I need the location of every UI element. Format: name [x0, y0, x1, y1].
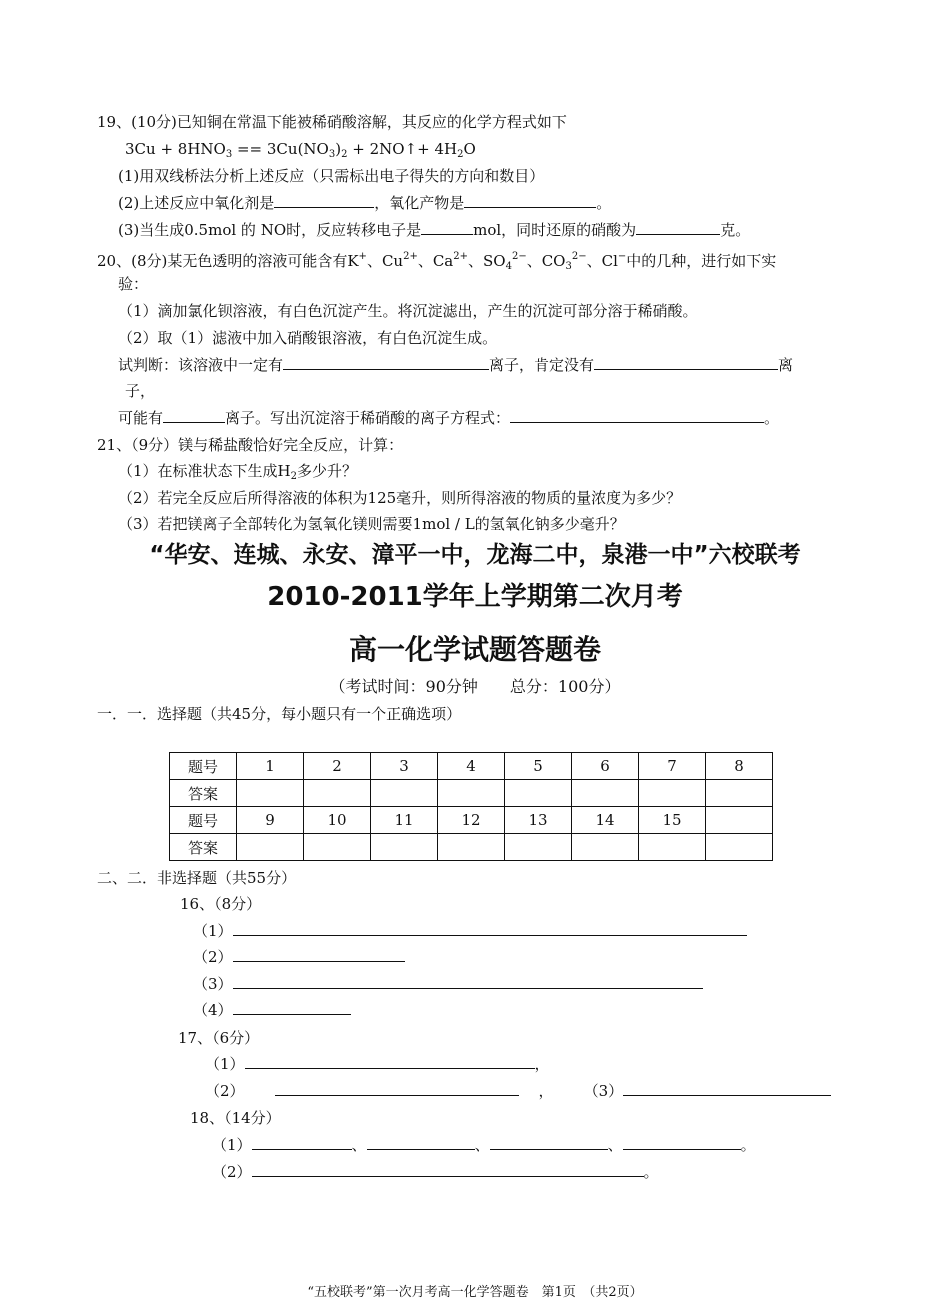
answer-blank[interactable]	[510, 408, 764, 423]
answer-blank[interactable]	[594, 355, 778, 370]
answer-cell[interactable]	[706, 780, 773, 807]
q20-header-cont: 验：	[118, 275, 149, 293]
q18-line1: （1） 、 、 、 。	[212, 1136, 756, 1154]
answer-cell[interactable]	[505, 834, 572, 861]
title-schools: “华安、连城、永安、漳平一中，龙海二中，泉港一中”六校联考	[149, 542, 801, 568]
table-cell: 3	[371, 753, 438, 780]
q17-header: 17、（6分）	[178, 1029, 260, 1047]
answer-blank[interactable]	[367, 1135, 475, 1150]
table-cell: 11	[371, 807, 438, 834]
q19-header: 19、(10分)已知铜在常温下能被稀硝酸溶解，其反应的化学方程式如下	[97, 113, 567, 131]
answer-cell[interactable]	[371, 780, 438, 807]
q20-part2: （2）取（1）滤液中加入硝酸银溶液，有白色沉淀生成。	[118, 329, 498, 347]
q18-line2: （2） 。	[212, 1163, 659, 1181]
q21-header: 21、（9分）镁与稀盐酸恰好完全反应，计算：	[97, 436, 404, 454]
answer-blank[interactable]	[275, 1081, 519, 1096]
q18-header: 18、（14分）	[190, 1109, 281, 1127]
q21-part2: （2）若完全反应后所得溶液的体积为125毫升，则所得溶液的物质的量浓度为多少？	[118, 489, 682, 507]
answer-blank[interactable]	[490, 1135, 608, 1150]
q19-part3: (3)当生成0.5mol 的 NO时，反应转移电子是 mol，同时还原的硝酸为 克。	[118, 221, 751, 239]
table-cell: 8	[706, 753, 773, 780]
exam-info: （考试时间：90分钟 总分：100分）	[329, 677, 621, 696]
answer-blank[interactable]	[233, 974, 703, 989]
q21-part3: （3）若把镁离子全部转化为氢氧化镁则需要1mol / L的氢氧化钠多少毫升？	[118, 515, 625, 533]
q17-line1: （1） ，	[205, 1055, 550, 1073]
answer-cell[interactable]	[438, 834, 505, 861]
answer-cell[interactable]	[237, 780, 304, 807]
answer-blank[interactable]	[623, 1081, 831, 1096]
table-cell: 5	[505, 753, 572, 780]
table-cell: 6	[572, 753, 639, 780]
q20-judge-cont: 子，	[125, 382, 156, 400]
answer-cell[interactable]	[237, 834, 304, 861]
q20-judge: 试判断：该溶液中一定有 离子，肯定没有 离	[118, 356, 794, 374]
table-cell: 10	[304, 807, 371, 834]
answer-table	[169, 752, 773, 861]
table-cell: 1	[237, 753, 304, 780]
answer-blank[interactable]	[252, 1135, 352, 1150]
q19-equation: $3Cu + 8HNO_3 == 3Cu(NO_3)_2$ + 2NO↑+ $4H_2O$	[125, 140, 476, 160]
answer-cell[interactable]	[304, 780, 371, 807]
table-cell: 14	[572, 807, 639, 834]
table-cell: 2	[304, 753, 371, 780]
table-cell: 12	[438, 807, 505, 834]
section1-heading: 一．一．选择题（共45分，每小题只有一个正确选项）	[97, 705, 462, 723]
answer-blank[interactable]	[421, 220, 473, 235]
q16-header: 16、（8分）	[180, 895, 262, 913]
answer-cell[interactable]	[572, 780, 639, 807]
answer-blank[interactable]	[163, 408, 225, 423]
answer-blank[interactable]	[636, 220, 720, 235]
answer-cell[interactable]	[572, 834, 639, 861]
table-cell: 4	[438, 753, 505, 780]
answer-blank[interactable]	[245, 1054, 535, 1069]
answer-blank[interactable]	[464, 193, 596, 208]
q16-line1: （1）	[193, 921, 747, 941]
answer-blank[interactable]	[274, 193, 374, 208]
table-cell: 13	[505, 807, 572, 834]
answer-cell[interactable]	[438, 780, 505, 807]
answer-cell[interactable]	[639, 834, 706, 861]
answer-cell[interactable]	[706, 834, 773, 861]
answer-cell[interactable]	[639, 780, 706, 807]
answer-cell[interactable]	[505, 780, 572, 807]
table-row	[170, 753, 773, 780]
table-cell: 答案	[170, 834, 237, 861]
title-term: 2010-2011学年上学期第二次月考	[267, 582, 683, 612]
answer-blank[interactable]	[233, 1000, 351, 1015]
q16-line3: （3）	[193, 974, 703, 994]
table-cell: 答案	[170, 780, 237, 807]
answer-blank[interactable]	[283, 355, 489, 370]
answer-cell[interactable]	[304, 834, 371, 861]
table-row	[170, 807, 773, 834]
q19-part1: (1)用双线桥法分析上述反应（只需标出电子得失的方向和数目）	[118, 167, 545, 185]
table-row	[170, 834, 773, 861]
q20-possible: 可能有 离子。写出沉淀溶于稀硝酸的离子方程式： 。	[118, 409, 780, 427]
q21-part1: （1）在标准状态下生成$H_2$多少升？	[118, 462, 358, 482]
table-cell	[706, 807, 773, 834]
q19-part2: (2)上述反应中氧化剂是 ，氧化产物是 。	[118, 194, 612, 212]
answer-blank[interactable]	[233, 947, 405, 962]
section2-heading: 二、二．非选择题（共55分）	[97, 869, 297, 887]
table-row	[170, 780, 773, 807]
table-cell: 题号	[170, 753, 237, 780]
table-cell: 15	[639, 807, 706, 834]
page-footer: “五校联考”第一次月考高一化学答题卷 第1页 （共2页）	[307, 1285, 643, 1300]
q16-line2: （2）	[193, 947, 405, 967]
table-cell: 7	[639, 753, 706, 780]
title-paper: 高一化学试题答题卷	[348, 633, 601, 666]
q20-header: 20、(8分)某无色透明的溶液可能含有K+、$Cu^{2+}$、$Ca^{2+}$、$SO_4^{2-}$、$CO_3^{2-}$、Cl−中的几种，进行如下实	[97, 251, 777, 272]
q17-line2: （2） ， （3）	[205, 1081, 831, 1101]
answer-blank[interactable]	[233, 921, 747, 936]
table-cell: 题号	[170, 807, 237, 834]
answer-blank[interactable]	[252, 1162, 644, 1177]
answer-blank[interactable]	[623, 1135, 741, 1150]
q16-line4: （4）	[193, 1000, 351, 1020]
table-cell: 9	[237, 807, 304, 834]
q20-part1: （1）滴加氯化钡溶液，有白色沉淀产生。将沉淀滤出，产生的沉淀可部分溶于稀硝酸。	[118, 302, 698, 320]
answer-cell[interactable]	[371, 834, 438, 861]
